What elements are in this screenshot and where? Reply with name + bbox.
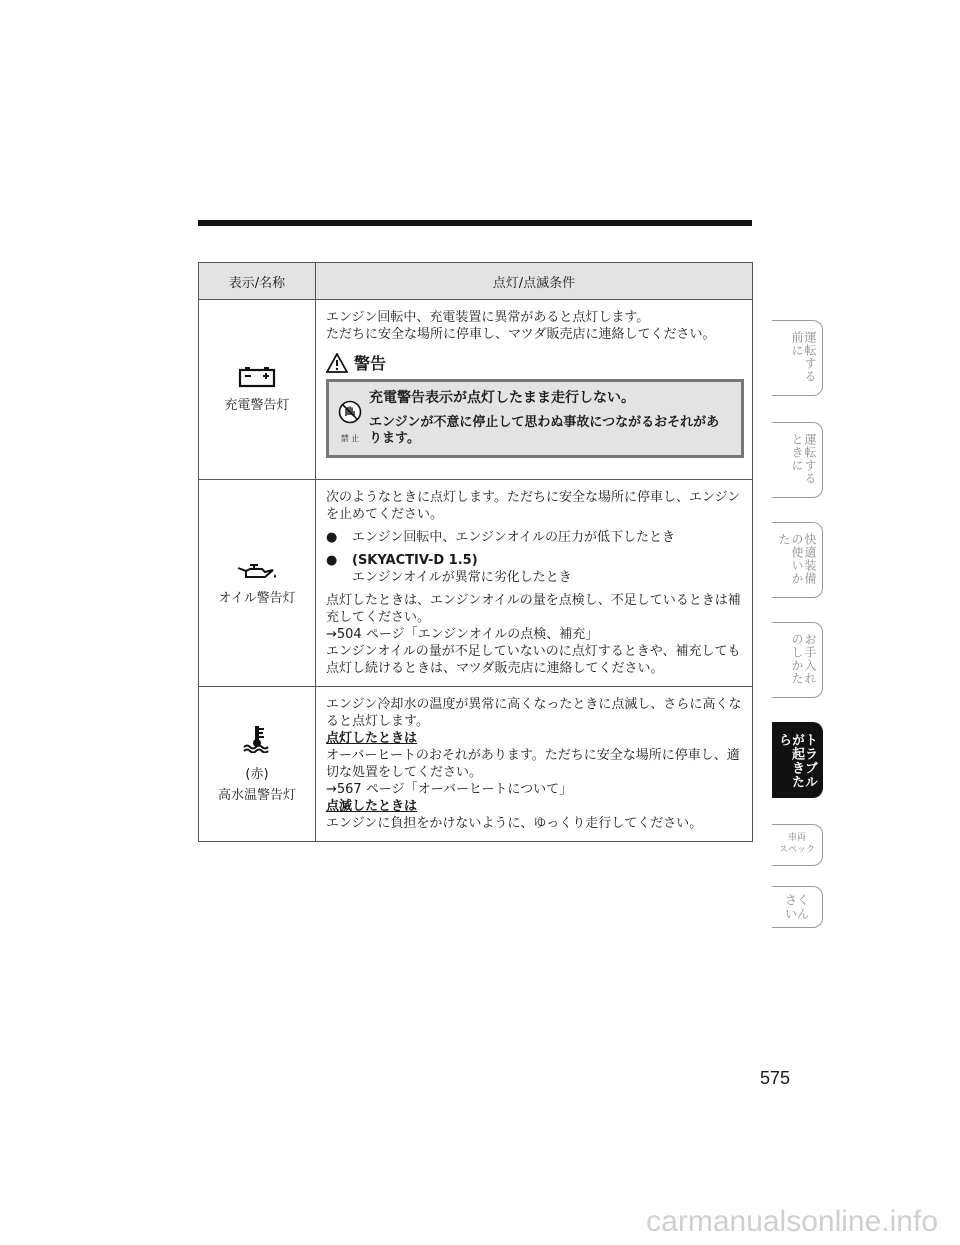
battery-icon xyxy=(237,366,277,388)
table-row xyxy=(199,300,753,480)
body-text: ただちに安全な場所に停車し、マツダ販売店に連絡してください。 xyxy=(326,327,716,342)
tab-index[interactable]: さくいん xyxy=(772,886,823,928)
tab-troubleshooting[interactable]: トラブルが起きたら xyxy=(772,722,823,798)
oil-can-icon xyxy=(235,561,279,581)
prohibited-hand-icon xyxy=(338,400,362,424)
top-rule xyxy=(198,220,752,226)
subheading: 点滅したときは xyxy=(326,799,418,814)
prohibit-caption: 禁 止 xyxy=(340,434,360,443)
warning-triangle-icon xyxy=(326,353,348,373)
tab-comfort-features[interactable]: 快適装備の使いかた xyxy=(772,522,823,598)
list-item xyxy=(326,529,742,546)
page-number: 575 xyxy=(760,1068,791,1088)
table-row xyxy=(199,480,753,687)
body-text: 次のようなときに点灯します。ただちに安全な場所に停車し、エンジンを止めてください。 xyxy=(326,490,741,522)
tab-specifications[interactable]: 車両 スペック xyxy=(772,824,823,866)
indicator-color-note: (赤) xyxy=(245,767,269,782)
cross-reference-link[interactable]: →504 ページ「エンジンオイルの点検、補充」 xyxy=(326,627,599,642)
indicator-cell xyxy=(199,480,316,687)
list-item xyxy=(326,552,742,586)
body-text: オーバーヒートのおそれがあります。ただちに安全な場所に停車し、適切な処置をしてください。 xyxy=(326,748,740,780)
warning-heading xyxy=(326,353,742,373)
indicator-name: オイル警告灯 xyxy=(218,590,296,606)
indicator-name: 充電警告灯 xyxy=(224,398,290,413)
table-header-row xyxy=(199,263,753,300)
body-text: エンジンに負担をかけないように、ゆっくり走行してください。 xyxy=(326,816,703,831)
bullet-title: (SKYACTIV-D 1.5) xyxy=(352,553,478,568)
header-display-name: 表示/名称 xyxy=(199,263,316,300)
indicator-name: 高水温警告灯 xyxy=(217,788,296,803)
bullet-text: エンジンオイルが異常に劣化したとき xyxy=(352,570,572,585)
tab-before-driving[interactable]: 運転する前に xyxy=(772,320,823,396)
prohibit-badge xyxy=(337,400,363,447)
body-text: エンジン回転中、充電装置に異常があると点灯します。 xyxy=(326,310,650,325)
warning-box xyxy=(326,379,744,458)
indicator-cell xyxy=(199,300,316,480)
condition-cell xyxy=(316,687,753,842)
bullet-icon: ● xyxy=(326,530,338,545)
cross-reference-link[interactable]: →567 ページ「オーバーヒートについて」 xyxy=(326,782,573,797)
coolant-temperature-icon xyxy=(242,725,272,753)
body-text: エンジンオイルの量が不足していないのに点灯するときや、補充しても点灯し続けるときは、マツダ販売店に連絡してください。 xyxy=(326,644,741,676)
table-row xyxy=(199,687,753,842)
condition-cell xyxy=(316,300,753,480)
body-text: 点灯したときは、エンジンオイルの量を点検し、不足しているときは補充してください。 xyxy=(326,593,741,625)
watermark: carmanualsonline.info xyxy=(646,1205,938,1238)
warning-detail: エンジンが不意に停止して思わぬ事故につながるおそれがあります。 xyxy=(369,415,720,446)
body-text: エンジン冷却水の温度が異常に高くなったときに点滅し、さらに高くなると点灯します。 xyxy=(326,697,742,729)
warning-title: 充電警告表示が点灯したまま走行しない。 xyxy=(369,390,635,406)
subheading: 点灯したときは xyxy=(326,731,418,746)
warning-label: 警告 xyxy=(354,353,387,373)
warning-lights-table xyxy=(198,262,753,842)
header-conditions: 点灯/点滅条件 xyxy=(316,263,753,300)
bullet-text: エンジン回転中、エンジンオイルの圧力が低下したとき xyxy=(352,530,676,545)
bullet-icon: ● xyxy=(326,553,338,568)
condition-cell xyxy=(316,480,753,687)
tab-while-driving[interactable]: 運転するときに xyxy=(772,422,823,498)
tab-maintenance[interactable]: お手入れのしかた xyxy=(772,622,823,698)
indicator-cell xyxy=(199,687,316,842)
